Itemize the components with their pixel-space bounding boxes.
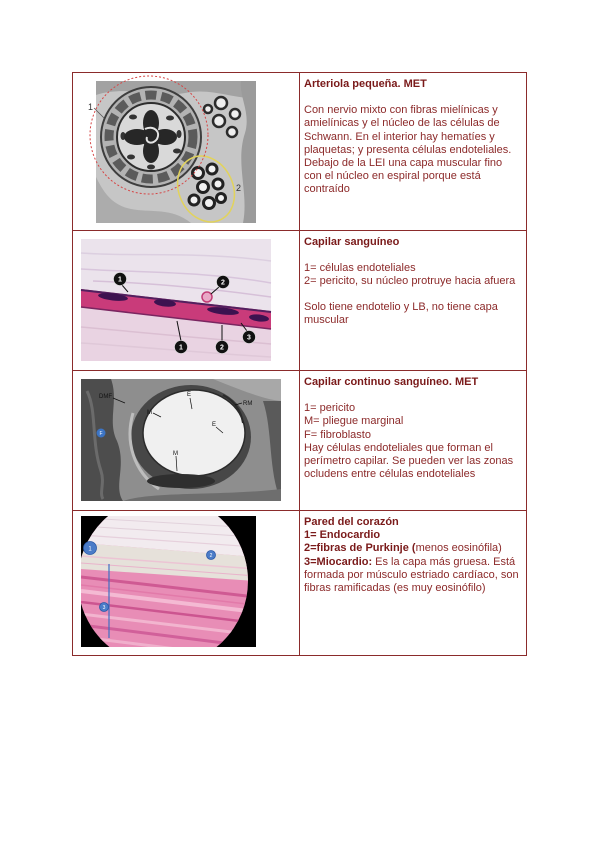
image-label: 2	[209, 553, 213, 559]
image-label: 1	[88, 546, 92, 553]
image-label: 2	[236, 183, 242, 193]
myelinated-fiber	[213, 115, 225, 127]
capillary-histology-image	[73, 231, 299, 370]
image-label: 2	[221, 279, 225, 287]
text-line: 1= pericito	[304, 402, 356, 415]
endothelial-nucleus	[147, 474, 215, 488]
text-line: F= fibroblasto	[304, 428, 371, 441]
text-line	[304, 542, 522, 555]
myelinated-fiber	[204, 105, 212, 113]
image-label: 1	[118, 276, 122, 284]
description-paragraph	[304, 262, 522, 288]
description-cell	[300, 511, 526, 655]
continuous-capillary-tem-image	[73, 371, 299, 510]
myelinated-fiber	[204, 198, 215, 209]
text-line: Con nervio mixto con fibras mielínicas y	[304, 104, 498, 117]
myelinated-fiber	[189, 195, 199, 205]
image-label: F	[99, 431, 103, 437]
myelinated-fiber	[207, 164, 217, 174]
row-title: Capilar sanguíneo	[304, 236, 400, 248]
image-cell	[73, 371, 300, 510]
text-line: perímetro capilar. Se pueden ver las zonas	[304, 455, 514, 468]
text-line	[304, 556, 522, 569]
image-label: DMF	[99, 394, 112, 400]
nucleus	[129, 115, 137, 120]
term-description: Es la capa más gruesa. Está	[375, 555, 516, 568]
text-line: Solo tiene endotelio y LB, no tiene capa	[304, 300, 498, 313]
text-line: amielínicas y el núcleo de las células de	[304, 117, 500, 130]
myelinated-fiber	[215, 97, 227, 109]
term-label: 1= Endocardio	[304, 529, 381, 542]
text-line: Hay células endoteliales que forman el	[304, 441, 493, 454]
image-cell	[73, 231, 300, 370]
image-cell	[73, 511, 300, 655]
table-row	[73, 230, 526, 370]
image-label: 1	[88, 102, 94, 112]
myelinated-fiber	[227, 127, 237, 137]
row-title: Pared del corazón	[304, 516, 399, 528]
description-paragraph	[304, 402, 522, 481]
text-line: Schwann. En el interior hay hematíes y	[304, 130, 495, 143]
nucleus	[147, 165, 155, 170]
description-cell	[300, 371, 526, 510]
nucleus	[127, 155, 135, 160]
image-label: 2	[220, 344, 224, 352]
text-line: 1= células endoteliales	[304, 262, 416, 275]
image-cell	[73, 73, 300, 230]
image-label: M	[173, 451, 178, 457]
capillary-lumen	[143, 390, 245, 476]
myelinated-fiber	[230, 109, 240, 119]
table-row	[73, 73, 526, 230]
term-label: 2=fibras de Purkinje (	[304, 542, 416, 555]
myelinated-fiber	[217, 194, 226, 203]
description-cell	[300, 231, 526, 370]
description-cell	[300, 73, 526, 230]
image-label: RM	[243, 401, 253, 407]
pericyte-nucleus	[202, 292, 212, 302]
image-label: E	[187, 392, 192, 398]
text-line: contraído	[304, 183, 350, 196]
arteriole-tem-image	[73, 73, 299, 230]
text-line: plaquetas; y presenta células endoteliales.	[304, 143, 512, 156]
nucleus	[173, 149, 181, 154]
term-label: 3=Miocardio:	[304, 555, 373, 568]
row-title: Arteriola pequeña. MET	[304, 78, 427, 90]
text-line: M= pliegue marginal	[304, 415, 404, 428]
image-label: 3	[102, 605, 106, 611]
image-label: 3	[247, 334, 251, 342]
myelinated-fiber	[213, 179, 223, 189]
arteriole	[101, 87, 201, 187]
nucleus	[166, 116, 174, 121]
heart-wall-histology-image	[73, 511, 299, 655]
myelinated-fiber	[198, 182, 209, 193]
row-title: Capilar continuo sanguíneo. MET	[304, 376, 479, 388]
text-line: muscular	[304, 313, 349, 326]
description-paragraph	[304, 104, 522, 196]
image-label: M	[147, 410, 152, 416]
histology-table	[72, 72, 527, 656]
text-line: fibras ramificadas (es muy eosinófilo)	[304, 582, 486, 595]
term-description: menos eosinófila)	[415, 542, 502, 555]
description-paragraph	[304, 301, 522, 327]
text-line: Debajo de la LEI una capa muscular fino	[304, 157, 503, 170]
text-line: ocludens entre células endoteliales	[304, 468, 476, 481]
text-line: formada por músculo estriado cardíaco, son	[304, 568, 519, 581]
image-label: 1	[179, 344, 183, 352]
nucleus	[177, 130, 182, 138]
image-label: E	[212, 422, 217, 428]
text-line	[304, 529, 522, 542]
text-line: 2= pericito, su núcleo protruye hacia afuera	[304, 275, 516, 288]
text-line: con el núcleo en espiral porque está	[304, 170, 481, 183]
table-row	[73, 370, 526, 510]
table-row	[73, 510, 526, 655]
